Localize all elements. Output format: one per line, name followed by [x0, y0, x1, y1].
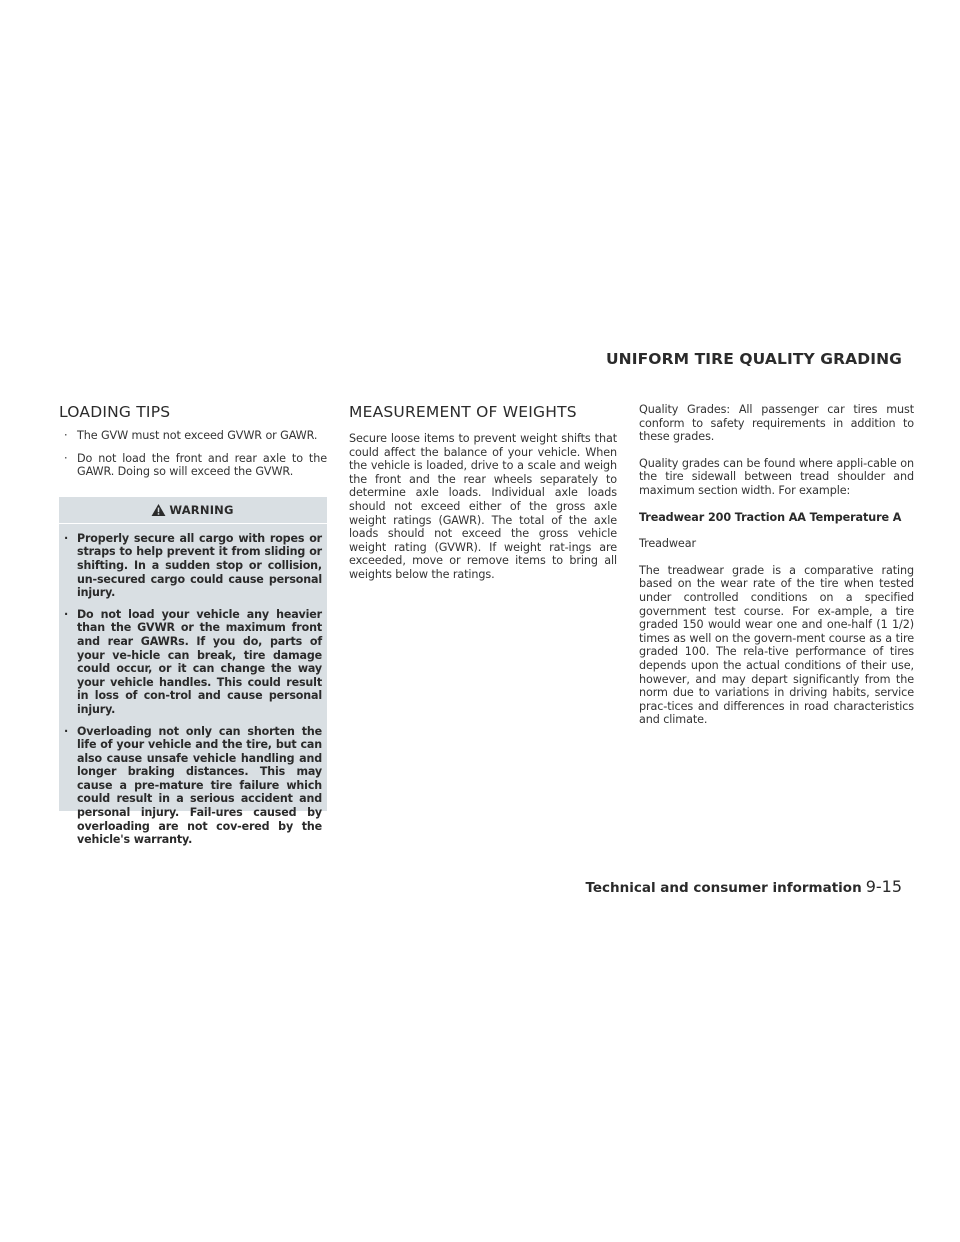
measurement-heading: MEASUREMENT OF WEIGHTS — [349, 403, 577, 421]
bullet-glyph: · — [64, 531, 69, 545]
page-number: 9-15 — [865, 877, 902, 896]
quality-example: Treadwear 200 Traction AA Temperature A — [639, 510, 902, 524]
treadwear-paragraph: The treadwear grade is a comparative rating based on the wear rate of the tire when tested under controlled conditions on a specified government test course. For ex-ample, a tire graded 150 would wear one and one-half (1 1/2) times as well on the govern-ment course as a tire graded 100. The rela-tive performance of tires depends upon the actual conditions of their use, however, and may depart significantly from the norm due to variations in driving habits, service prac-tices and differences in road characteristics and climate. — [639, 563, 914, 727]
column-measurement — [349, 403, 617, 595]
chapter-title: Technical and consumer information — [585, 880, 862, 896]
bullet-glyph: · — [64, 429, 68, 442]
list-item: · Properly secure all cargo with ropes or straps to help prevent it from sliding or shifting. In a sudden stop or collision, un-secured cargo could cause personal injury. — [64, 531, 322, 600]
list-item: · The GVW must not exceed GVWR or GAWR. — [64, 429, 318, 442]
quality-paragraph-2: Quality grades can be found where appli-cable on the tire sidewall between tread shoulder and maximum section width. For example: — [639, 456, 914, 497]
warning-box — [59, 497, 327, 847]
list-item: · Do not load the front and rear axle to the GAWR. Doing so will exceed the GVWR. — [64, 451, 327, 479]
warning-header — [63, 497, 322, 523]
quality-paragraph-1: Quality Grades: All passenger car tires must conform to safety requirements in addition to these grades. — [639, 403, 914, 444]
treadwear-subheading: Treadwear — [639, 537, 696, 551]
list-item: · Do not load your vehicle any heavier than the GVWR or the maximum front and rear GAWRs. If you do, parts of your ve-hicle can break, tire damage could occur, or it can change the way your vehicle handles. This could result in loss of con-trol and cause personal injury. — [64, 607, 322, 716]
page-footer — [585, 877, 902, 896]
bullet-glyph: · — [64, 724, 69, 738]
loading-tips-list — [59, 429, 327, 479]
page-section-title: UNIFORM TIRE QUALITY GRADING — [605, 350, 902, 368]
measurement-paragraph: Secure loose items to prevent weight shifts that could affect the balance of your vehicle. When the vehicle is loaded, drive to a scale and weigh the front and the rear wheels separately to determine axle loads. Individual axle loads should not exceed either of the gross axle weight ratings (GAWR). The total of the axle loads should not exceed the gross vehicle weight rating (GVWR). If weight rat-ings are exceeded, move or remove items to bring all weights below the ratings. — [349, 432, 617, 581]
column-quality-grades — [639, 403, 914, 740]
warning-triangle-icon — [151, 503, 166, 517]
loading-tips-heading: LOADING TIPS — [59, 403, 171, 421]
warning-label: WARNING — [169, 502, 234, 517]
bullet-glyph: · — [64, 451, 68, 465]
bullet-glyph: · — [64, 607, 69, 621]
warning-list — [63, 524, 322, 847]
column-loading-tips — [59, 403, 327, 847]
list-item: · Overloading not only can shorten the life of your vehicle and the tire, but can also cause unsafe vehicle handling and longer braking distances. This may cause a pre-mature tire failure which could result in a serious accident and personal injury. Fail-ures caused by overloading are not cov-ered by the vehicle's warranty. — [64, 724, 322, 847]
